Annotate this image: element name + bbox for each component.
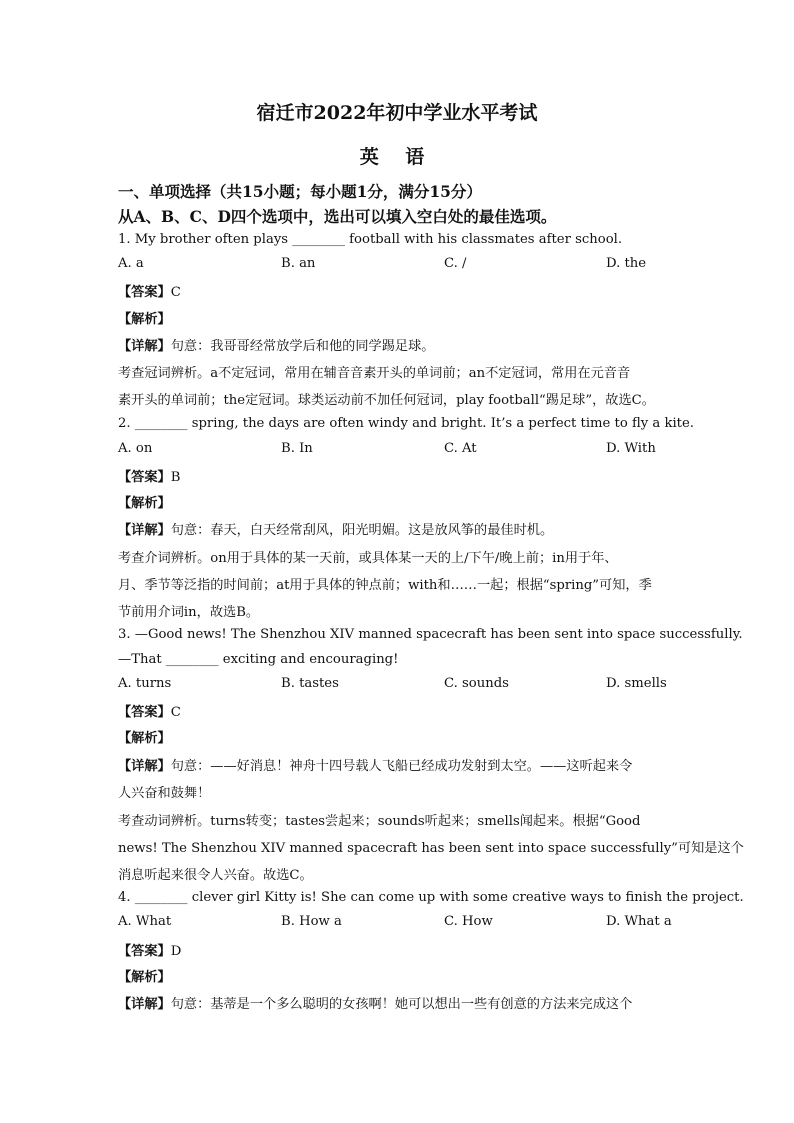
option-c: C. How bbox=[444, 914, 493, 929]
question-3-detail bbox=[118, 755, 632, 774]
option-b: B. How a bbox=[281, 914, 342, 929]
option-a: A. turns bbox=[118, 676, 172, 691]
answer-value: B bbox=[170, 470, 181, 485]
question-3-options bbox=[118, 676, 678, 694]
question-1-answer bbox=[118, 281, 181, 300]
question-4-analysis-label: 【解析】 bbox=[118, 970, 171, 985]
detail-label: 【详解】 bbox=[118, 997, 171, 1012]
detail-text: 句意：我哥哥经常放学后和他的同学踢足球。 bbox=[170, 339, 435, 354]
question-2-options bbox=[118, 441, 678, 459]
question-2-explanation-line-3: 节前用介词in，故选B。 bbox=[118, 605, 260, 620]
option-a: A. a bbox=[118, 256, 144, 271]
detail-label: 【详解】 bbox=[118, 523, 171, 538]
detail-label: 【详解】 bbox=[118, 339, 171, 354]
subject-title: 英 语 bbox=[359, 146, 435, 168]
question-2-explanation-line-1: 考查介词辨析。on用于具体的某一天前，或具体某一天的上/下午/晚上前；in用于年、 bbox=[118, 551, 618, 566]
question-4-detail bbox=[118, 993, 632, 1012]
section-instruction: 从A、B、C、D四个选项中，选出可以填入空白处的最佳选项。 bbox=[118, 207, 557, 226]
answer-value: D bbox=[170, 944, 182, 959]
question-3-detail-line-2: 人兴奋和鼓舞！ bbox=[118, 786, 211, 801]
question-1-explanation-line-1: 考查冠词辨析。a不定冠词，常用在辅音音素开头的单词前；an不定冠词，常用在元音音 bbox=[118, 366, 631, 381]
question-4-stem: 4. ________ clever girl Kitty is! She can come up with some creative ways to finish the project. bbox=[118, 890, 744, 905]
option-a: A. What bbox=[118, 914, 172, 929]
answer-label: 【答案】 bbox=[118, 470, 171, 485]
option-b: B. tastes bbox=[281, 676, 339, 691]
question-2-stem: 2. ________ spring, the days are often windy and bright. It’s a perfect time to fly a kite. bbox=[118, 416, 694, 431]
answer-value: C bbox=[170, 705, 181, 720]
option-b: B. an bbox=[281, 256, 316, 271]
detail-text: 句意：基蒂是一个多么聪明的女孩啊！她可以想出一些有创意的方法来完成这个 bbox=[170, 997, 633, 1012]
option-c: C. At bbox=[444, 441, 477, 456]
option-d: D. What a bbox=[606, 914, 672, 929]
answer-value: C bbox=[170, 285, 181, 300]
option-c: C. sounds bbox=[444, 676, 509, 691]
option-d: D. smells bbox=[606, 676, 667, 691]
question-2-explanation-line-2: 月、季节等泛指的时间前；at用于具体的钟点前；with和……一起；根据“spring”可知，季 bbox=[118, 578, 652, 593]
answer-label: 【答案】 bbox=[118, 705, 171, 720]
question-3-explanation-line-2: news! The Shenzhou XIV manned spacecraft has been sent into space successfully”可知是这个 bbox=[118, 841, 744, 856]
answer-label: 【答案】 bbox=[118, 944, 171, 959]
detail-text: 句意：——好消息！神舟十四号载人飞船已经成功发射到太空。——这听起来令 bbox=[170, 759, 633, 774]
option-a: A. on bbox=[118, 441, 153, 456]
option-b: B. In bbox=[281, 441, 313, 456]
question-4-options bbox=[118, 914, 678, 932]
question-3-explanation-line-1: 考查动词辨析。turns转变；tastes尝起来；sounds听起来；smells闻起来。根据“Good bbox=[118, 814, 641, 829]
question-3-stem-line-2: —That ________ exciting and encouraging! bbox=[118, 652, 399, 667]
section-heading: 一、单项选择（共15小题；每小题1分，满分15分） bbox=[118, 182, 482, 201]
question-2-answer bbox=[118, 466, 180, 485]
question-1-detail bbox=[118, 335, 435, 354]
detail-text: 句意：春天，白天经常刮风，阳光明媚。这是放风筝的最佳时机。 bbox=[170, 523, 554, 538]
option-c: C. / bbox=[444, 256, 467, 271]
exam-title: 宿迁市2022年初中学业水平考试 bbox=[256, 102, 538, 124]
question-1-options bbox=[118, 256, 678, 274]
question-1-stem: 1. My brother often plays ________ football with his classmates after school. bbox=[118, 232, 623, 247]
option-d: D. the bbox=[606, 256, 647, 271]
question-4-answer bbox=[118, 940, 181, 959]
answer-label: 【答案】 bbox=[118, 285, 171, 300]
question-3-answer bbox=[118, 701, 181, 720]
question-2-analysis-label: 【解析】 bbox=[118, 496, 171, 511]
detail-label: 【详解】 bbox=[118, 759, 171, 774]
question-3-stem-line-1: 3. —Good news! The Shenzhou XIV manned spacecraft has been sent into space successfully. bbox=[118, 627, 743, 642]
question-1-analysis-label: 【解析】 bbox=[118, 312, 171, 327]
question-3-analysis-label: 【解析】 bbox=[118, 731, 171, 746]
option-d: D. With bbox=[606, 441, 656, 456]
question-1-explanation-line-2: 素开头的单词前；the定冠词。球类运动前不加任何冠词，play football“踢足球”，故选C。 bbox=[118, 393, 655, 408]
question-3-explanation-line-3: 消息听起来很令人兴奋。故选C。 bbox=[118, 868, 313, 883]
question-2-detail bbox=[118, 519, 553, 538]
